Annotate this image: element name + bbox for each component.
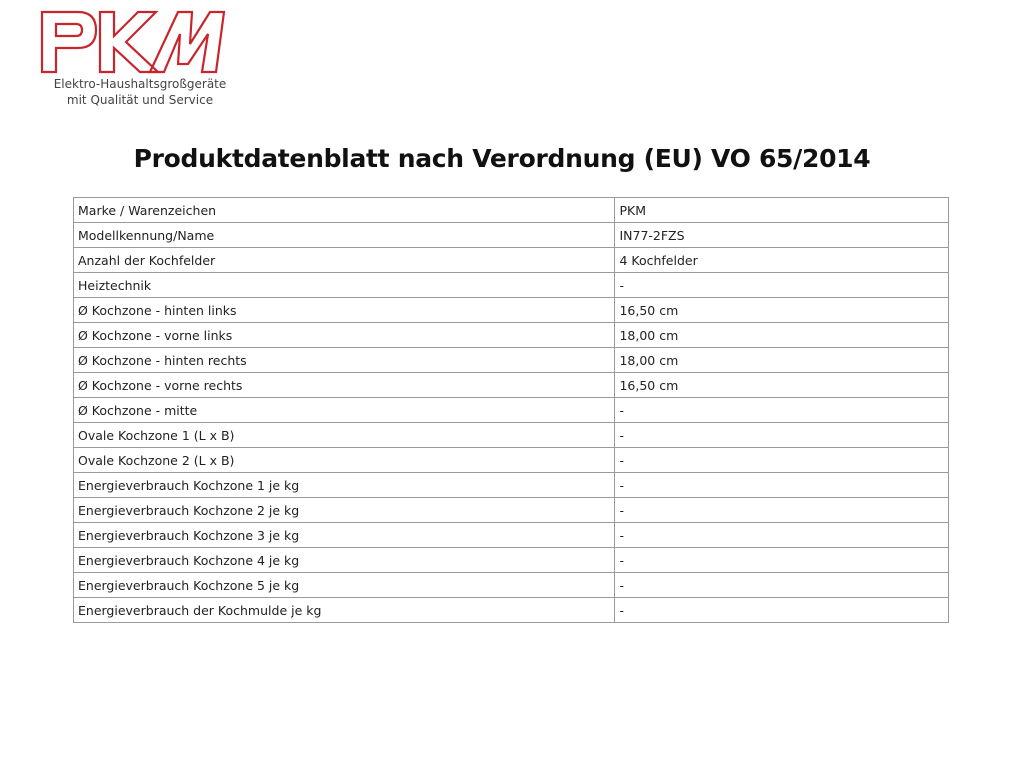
row-label: Ø Kochzone - vorne links	[74, 323, 615, 348]
row-label: Marke / Warenzeichen	[74, 198, 615, 223]
row-value: -	[615, 523, 949, 548]
row-label: Ø Kochzone - hinten rechts	[74, 348, 615, 373]
row-label: Ovale Kochzone 2 (L x B)	[74, 448, 615, 473]
table-row	[74, 573, 949, 598]
row-label: Energieverbrauch Kochzone 5 je kg	[74, 573, 615, 598]
table-row	[74, 448, 949, 473]
row-value: -	[615, 398, 949, 423]
row-value: IN77-2FZS	[615, 223, 949, 248]
pkm-logo	[38, 8, 238, 76]
row-label: Ovale Kochzone 1 (L x B)	[74, 423, 615, 448]
table-row	[74, 273, 949, 298]
row-label: Energieverbrauch der Kochmulde je kg	[74, 598, 615, 623]
row-label: Heiztechnik	[74, 273, 615, 298]
page-title: Produktdatenblatt nach Verordnung (EU) VO 65/2014	[133, 144, 871, 173]
table-row	[74, 298, 949, 323]
table-row	[74, 548, 949, 573]
row-value: -	[615, 548, 949, 573]
tagline-line-2: mit Qualität und Service	[66, 93, 214, 107]
row-label: Modellkennung/Name	[74, 223, 615, 248]
row-value: 16,50 cm	[615, 298, 949, 323]
tagline-line-1: Elektro-Haushaltsgroßgeräte	[53, 77, 227, 91]
row-value: 16,50 cm	[615, 373, 949, 398]
table-row	[74, 323, 949, 348]
row-value: 4 Kochfelder	[615, 248, 949, 273]
row-label: Ø Kochzone - vorne rechts	[74, 373, 615, 398]
row-value: 18,00 cm	[615, 323, 949, 348]
table-row	[74, 498, 949, 523]
row-label: Energieverbrauch Kochzone 4 je kg	[74, 548, 615, 573]
row-value: -	[615, 473, 949, 498]
table-row	[74, 473, 949, 498]
product-data-table	[73, 197, 949, 623]
table-row	[74, 523, 949, 548]
logo-tagline	[40, 76, 240, 108]
row-value: 18,00 cm	[615, 348, 949, 373]
row-value: -	[615, 498, 949, 523]
row-value: PKM	[615, 198, 949, 223]
table-row	[74, 198, 949, 223]
row-value: -	[615, 273, 949, 298]
table-row	[74, 248, 949, 273]
row-label: Energieverbrauch Kochzone 3 je kg	[74, 523, 615, 548]
row-value: -	[615, 448, 949, 473]
row-label: Energieverbrauch Kochzone 1 je kg	[74, 473, 615, 498]
row-label: Anzahl der Kochfelder	[74, 248, 615, 273]
table-row	[74, 348, 949, 373]
table-row	[74, 598, 949, 623]
row-label: Ø Kochzone - mitte	[74, 398, 615, 423]
table-row	[74, 223, 949, 248]
row-value: -	[615, 423, 949, 448]
row-value: -	[615, 598, 949, 623]
row-label: Ø Kochzone - hinten links	[74, 298, 615, 323]
row-value: -	[615, 573, 949, 598]
table-row	[74, 423, 949, 448]
row-label: Energieverbrauch Kochzone 2 je kg	[74, 498, 615, 523]
table-row	[74, 373, 949, 398]
table-row	[74, 398, 949, 423]
pkm-logo-mark	[38, 8, 228, 76]
product-data-rows	[74, 198, 949, 623]
